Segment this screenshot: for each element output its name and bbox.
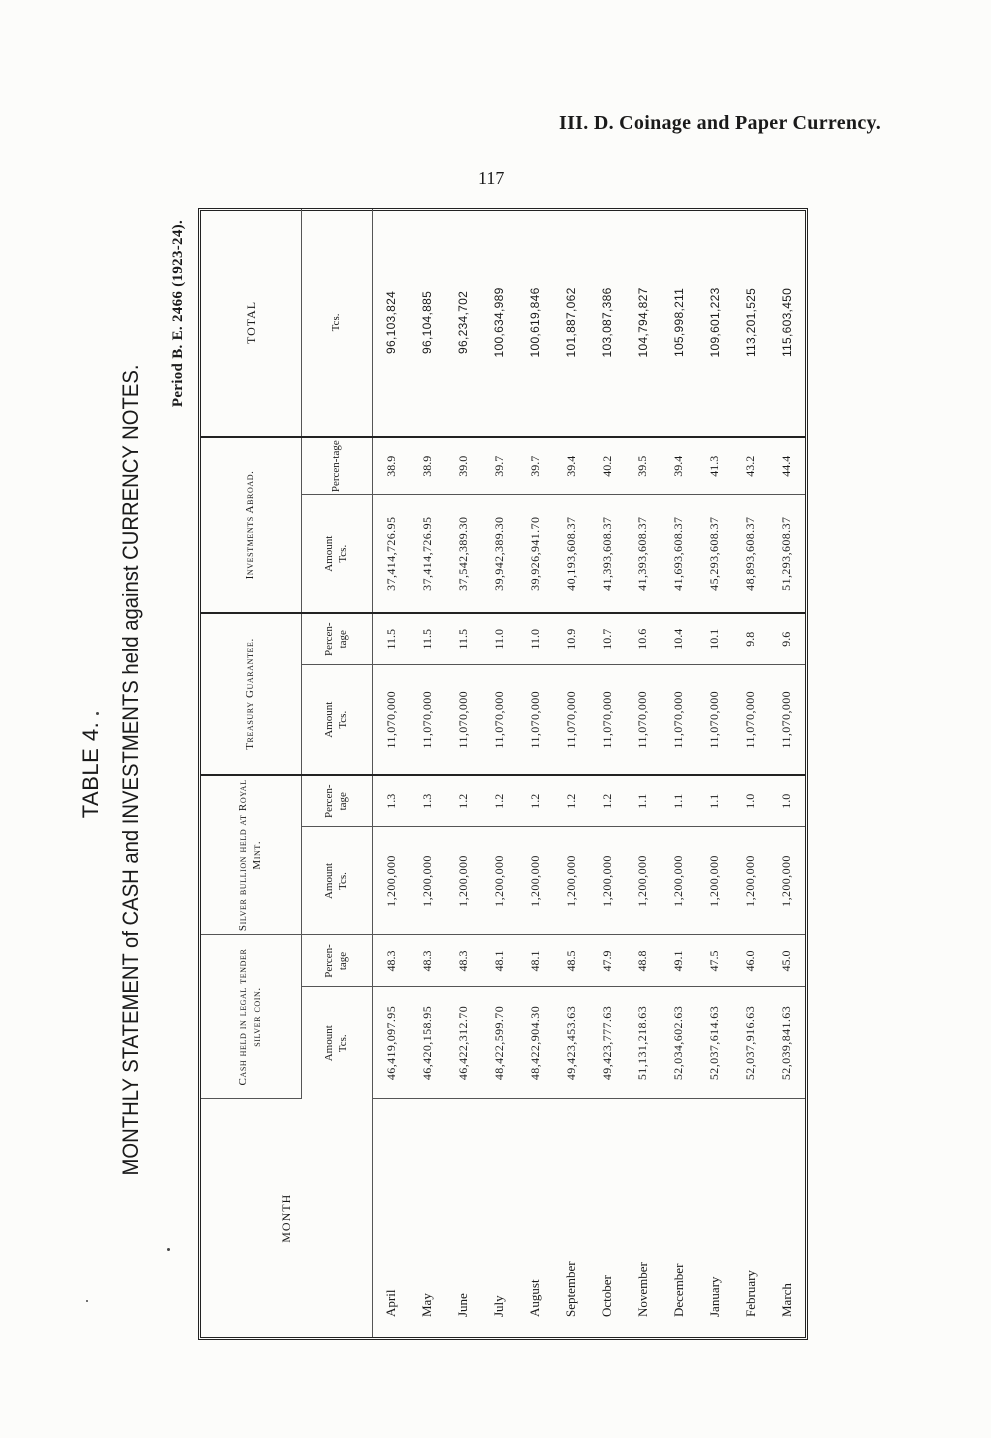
- month-name: February: [742, 1270, 758, 1317]
- bullion-percentage-cell: 1.2: [589, 775, 625, 827]
- month-cell: [697, 1099, 733, 1337]
- treasury-percentage-cell: 9.6: [769, 613, 805, 665]
- investments-percentage-cell: 39.0: [445, 437, 481, 495]
- speck: [86, 1300, 88, 1302]
- period-label: Period B. E. 2466 (1923-24).: [170, 220, 186, 408]
- treasury-amount-cell: 11,070,000: [553, 665, 589, 775]
- treasury-percentage-cell: 10.6: [625, 613, 661, 665]
- month-name: April: [383, 1289, 399, 1317]
- total-cell: 96,103,824: [373, 209, 410, 437]
- investments-amount-cell: 37,414,726.95: [373, 495, 410, 613]
- bullion-amount-cell: 1,200,000: [697, 827, 733, 935]
- month-cell: [661, 1099, 697, 1337]
- bullion-amount-cell: 1,200,000: [553, 827, 589, 935]
- bullion-percentage-cell: 1.0: [733, 775, 769, 827]
- bullion-percentage-cell: 1.1: [625, 775, 661, 827]
- month-cell: [625, 1099, 661, 1337]
- investments-percentage-cell: 39.4: [553, 437, 589, 495]
- investments-percentage-cell: 43.2: [733, 437, 769, 495]
- table-row: [481, 209, 517, 1337]
- amount-label: Amount: [323, 1025, 336, 1062]
- treasury-percentage-cell: 10.7: [589, 613, 625, 665]
- investments-percentage-cell: 39.5: [625, 437, 661, 495]
- table-row: [625, 209, 661, 1337]
- cash-amount-header: [302, 987, 373, 1099]
- cash-amount-cell: 46,419,097.95: [373, 987, 410, 1099]
- amount-label: Amount: [323, 862, 336, 900]
- cash-amount-cell: 52,037,916.63: [733, 987, 769, 1099]
- month-cell: [733, 1099, 769, 1337]
- month-cell: [769, 1099, 805, 1337]
- total-cell: 96,104,885: [409, 209, 445, 437]
- investments-amount-cell: 39,926,941.70: [517, 495, 553, 613]
- bullion-percentage-header: Percen-tage: [302, 775, 373, 827]
- speck: [167, 1248, 170, 1251]
- bullion-percentage-cell: 1.0: [769, 775, 805, 827]
- bullion-percentage-cell: 1.3: [409, 775, 445, 827]
- investments-percentage-cell: 44.4: [769, 437, 805, 495]
- month-name: September: [563, 1261, 579, 1317]
- cash-percentage-cell: 49.1: [661, 935, 697, 987]
- treasury-percentage-cell: 11.0: [481, 613, 517, 665]
- treasury-percentage-header: Percen-tage: [302, 613, 373, 665]
- cash-percentage-cell: 47.5: [697, 935, 733, 987]
- total-cell: 100,634,989: [481, 209, 517, 437]
- rotated-table-page: [70, 200, 810, 1340]
- cash-percentage-cell: 48.3: [409, 935, 445, 987]
- amount-label: Amount: [323, 535, 336, 572]
- treasury-amount-cell: 11,070,000: [625, 665, 661, 775]
- treasury-percentage-cell: 11.5: [445, 613, 481, 665]
- cash-percentage-cell: 48.1: [517, 935, 553, 987]
- total-cell: 115,603,450: [769, 209, 805, 437]
- table-row: [589, 209, 625, 1337]
- total-cell: 113,201,525: [733, 209, 769, 437]
- cash-percentage-cell: 48.5: [553, 935, 589, 987]
- month-name: December: [670, 1263, 686, 1317]
- total-unit-header: Tcs.: [302, 209, 373, 437]
- treasury-amount-cell: 11,070,000: [733, 665, 769, 775]
- table-body: [373, 209, 806, 1337]
- bullion-amount-header: [302, 827, 373, 935]
- investments-amount-cell: 41,393,608.37: [589, 495, 625, 613]
- total-cell: 103,087,386: [589, 209, 625, 437]
- bullion-amount-cell: 1,200,000: [409, 827, 445, 935]
- treasury-amount-cell: 11,070,000: [481, 665, 517, 775]
- treasury-percentage-cell: 10.1: [697, 613, 733, 665]
- investments-percentage-cell: 39.4: [661, 437, 697, 495]
- bullion-group-header: Silver bullion held at Royal Mint.: [201, 775, 302, 935]
- bullion-amount-cell: 1,200,000: [373, 827, 410, 935]
- cash-amount-cell: 52,037,614.63: [697, 987, 733, 1099]
- investments-amount-cell: 48,893,608.37: [733, 495, 769, 613]
- month-cell: [373, 1099, 410, 1337]
- bullion-amount-cell: 1,200,000: [661, 827, 697, 935]
- unit-label: Tcs.: [337, 872, 349, 890]
- month-name: January: [706, 1276, 722, 1317]
- investments-amount-cell: 51,293,608.37: [769, 495, 805, 613]
- treasury-amount-cell: 11,070,000: [661, 665, 697, 775]
- table-row: [553, 209, 589, 1337]
- investments-percentage-cell: 38.9: [373, 437, 410, 495]
- month-cell: [589, 1099, 625, 1337]
- bullion-amount-cell: 1,200,000: [589, 827, 625, 935]
- month-name: October: [599, 1275, 614, 1317]
- cash-percentage-cell: 46.0: [733, 935, 769, 987]
- currency-table: [198, 208, 808, 1340]
- amount-label: Amount: [323, 701, 336, 738]
- table-row: [697, 209, 733, 1337]
- total-cell: 101,887,062: [553, 209, 589, 437]
- month-name: March: [778, 1283, 794, 1317]
- cash-amount-cell: 49,423,777.63: [589, 987, 625, 1099]
- section-title: III. D. Coinage and Paper Currency.: [558, 112, 881, 134]
- bullion-amount-cell: 1,200,000: [481, 827, 517, 935]
- bullion-amount-cell: 1,200,000: [733, 827, 769, 935]
- table-row: [445, 209, 481, 1337]
- treasury-amount-cell: 11,070,000: [697, 665, 733, 775]
- investments-amount-cell: 41,393,608.37: [625, 495, 661, 613]
- bullion-percentage-cell: 1.1: [661, 775, 697, 827]
- cash-amount-cell: 46,420,158.95: [409, 987, 445, 1099]
- total-group-header: TOTAL: [201, 209, 302, 437]
- table-row: [733, 209, 769, 1337]
- month-cell: [481, 1099, 517, 1337]
- investments-percentage-cell: 40.2: [589, 437, 625, 495]
- month-name: July: [491, 1295, 507, 1317]
- investments-percentage-cell: 39.7: [517, 437, 553, 495]
- investments-amount-cell: 39,942,389.30: [481, 495, 517, 613]
- treasury-percentage-cell: 11.5: [409, 613, 445, 665]
- investments-amount-cell: 41,693,608.37: [661, 495, 697, 613]
- cash-amount-cell: 52,034,602.63: [661, 987, 697, 1099]
- bullion-amount-cell: 1,200,000: [625, 827, 661, 935]
- month-header: MONTH: [201, 1099, 373, 1337]
- table-label: TABLE 4.: [78, 721, 103, 819]
- total-cell: 109,601,223: [697, 209, 733, 437]
- table-row: [661, 209, 697, 1337]
- bullion-percentage-cell: 1.2: [553, 775, 589, 827]
- cash-amount-cell: 51,131,218.63: [625, 987, 661, 1099]
- page-number: 117: [478, 168, 505, 188]
- cash-amount-cell: 52,039,841.63: [769, 987, 805, 1099]
- bullion-percentage-cell: 1.2: [517, 775, 553, 827]
- treasury-percentage-cell: 9.8: [733, 613, 769, 665]
- speck: [96, 712, 99, 715]
- treasury-amount-cell: 11,070,000: [445, 665, 481, 775]
- month-cell: [409, 1099, 445, 1337]
- investments-amount-cell: 45,293,608.37: [697, 495, 733, 613]
- investments-amount-header: [302, 495, 373, 613]
- bullion-amount-cell: 1,200,000: [445, 827, 481, 935]
- unit-label: Tcs.: [337, 1034, 349, 1053]
- investments-percentage-cell: 41.3: [697, 437, 733, 495]
- cash-amount-cell: 48,422,904.30: [517, 987, 553, 1099]
- total-cell: 96,234,702: [445, 209, 481, 437]
- month-cell: [517, 1099, 553, 1337]
- investments-amount-cell: 37,414,726.95: [409, 495, 445, 613]
- bullion-amount-cell: 1,200,000: [517, 827, 553, 935]
- investments-percentage-cell: 38.9: [409, 437, 445, 495]
- investments-amount-cell: 37,542,389.30: [445, 495, 481, 613]
- total-cell: 104,794,827: [625, 209, 661, 437]
- treasury-amount-cell: 11,070,000: [373, 665, 410, 775]
- cash-percentage-cell: 48.1: [481, 935, 517, 987]
- month-name: August: [527, 1279, 543, 1317]
- cash-percentage-cell: 47.9: [589, 935, 625, 987]
- month-cell: [553, 1099, 589, 1337]
- table-title: MONTHLY STATEMENT of CASH and INVESTMENTS held against CURRENCY NOTES.: [118, 364, 143, 1176]
- unit-label: Tcs.: [337, 544, 349, 563]
- month-name: May: [419, 1293, 435, 1317]
- cash-percentage-cell: 48.3: [445, 935, 481, 987]
- bullion-percentage-cell: 1.2: [481, 775, 517, 827]
- treasury-amount-cell: 11,070,000: [409, 665, 445, 775]
- month-name: November: [634, 1262, 650, 1317]
- table-row: [409, 209, 445, 1337]
- bullion-percentage-cell: 1.3: [373, 775, 410, 827]
- month-name: June: [455, 1293, 471, 1317]
- treasury-amount-cell: 11,070,000: [589, 665, 625, 775]
- treasury-amount-cell: 11,070,000: [517, 665, 553, 775]
- investments-percentage-cell: 39.7: [481, 437, 517, 495]
- unit-label: Tcs.: [337, 710, 349, 729]
- bullion-percentage-cell: 1.2: [445, 775, 481, 827]
- cash-percentage-cell: 45.0: [769, 935, 805, 987]
- treasury-percentage-cell: 11.0: [517, 613, 553, 665]
- treasury-amount-cell: 11,070,000: [769, 665, 805, 775]
- cash-percentage-cell: 48.8: [625, 935, 661, 987]
- treasury-percentage-cell: 10.4: [661, 613, 697, 665]
- table-row: [517, 209, 553, 1337]
- cash-group-header: Cash held in legal tender silver coin.: [201, 935, 302, 1099]
- total-cell: 100,619,846: [517, 209, 553, 437]
- title-block: [70, 200, 186, 1340]
- bullion-percentage-cell: 1.1: [697, 775, 733, 827]
- cash-amount-cell: 48,422,599.70: [481, 987, 517, 1099]
- bullion-amount-cell: 1,200,000: [769, 827, 805, 935]
- table-row: [373, 209, 410, 1337]
- table-row: [769, 209, 805, 1337]
- treasury-percentage-cell: 10.9: [553, 613, 589, 665]
- month-cell: [445, 1099, 481, 1337]
- cash-amount-cell: 46,422,312.70: [445, 987, 481, 1099]
- total-cell: 105,998,211: [661, 209, 697, 437]
- cash-amount-cell: 49,423,453.63: [553, 987, 589, 1099]
- investments-amount-cell: 40,193,608.37: [553, 495, 589, 613]
- treasury-group-header: Treasury Guarantee.: [201, 613, 302, 775]
- treasury-percentage-cell: 11.5: [373, 613, 410, 665]
- cash-percentage-header: Percen-tage: [302, 935, 373, 987]
- cash-percentage-cell: 48.3: [373, 935, 410, 987]
- investments-percentage-header: Percen-tage: [302, 437, 373, 495]
- investments-group-header: Investments Abroad.: [201, 437, 302, 613]
- treasury-amount-header: [302, 665, 373, 775]
